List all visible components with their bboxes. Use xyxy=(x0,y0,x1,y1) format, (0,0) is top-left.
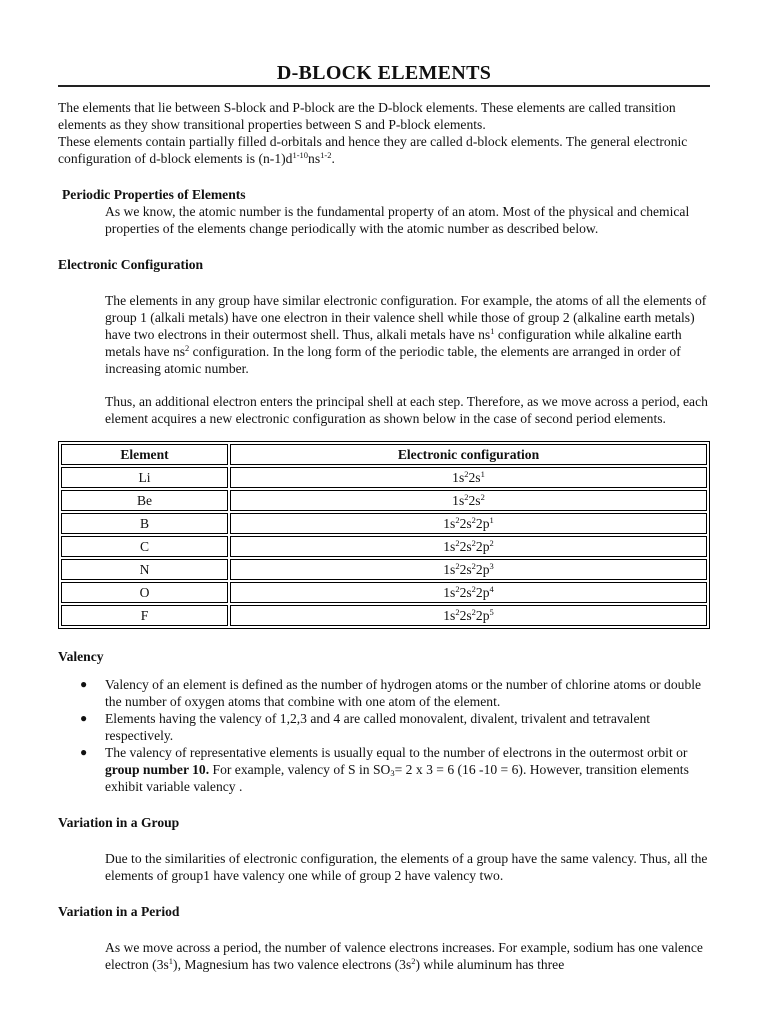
period-heading: Variation in a Period xyxy=(58,904,180,919)
valency-heading: Valency xyxy=(58,649,104,664)
bullet-icon: ● xyxy=(80,677,88,691)
period-paragraph: As we move across a period, the number of valence electrons increases. For example, sodium has one valence electron $(3s^1)$, Magnesium has two valence electrons $(3s^2)$ while aluminum has three xyxy=(105,940,703,972)
table-row xyxy=(61,513,707,534)
table-row xyxy=(61,559,707,580)
table-row xyxy=(61,536,707,557)
configuration-cell: $1s^22s^22p^5$ xyxy=(230,605,707,626)
periodic-paragraph: As we know, the atomic number is the fundamental property of an atom. Most of the physical and chemical properties of the elements change periodically with the atomic number as described below. xyxy=(105,204,690,236)
bullet-icon: ● xyxy=(80,711,88,725)
element-cell: N xyxy=(61,559,228,580)
column-header-configuration: Electronic configuration xyxy=(230,444,707,465)
table-header-row xyxy=(61,444,707,465)
intro-section xyxy=(58,99,710,167)
element-cell: O xyxy=(61,582,228,603)
table-row xyxy=(61,582,707,603)
configuration-cell: $1s^22s^22p^2$ xyxy=(230,536,707,557)
element-cell: C xyxy=(61,536,228,557)
intro-paragraph-2: These elements contain partially filled d-orbitals and hence they are called d-block elements. The general electronic configuration of d-block elements is $(n-1)d^{1-10}ns^{1-2}$. xyxy=(58,134,688,166)
electronic-configuration-table xyxy=(58,441,710,629)
element-cell: B xyxy=(61,513,228,534)
table-row xyxy=(61,605,707,626)
table-row xyxy=(61,467,707,488)
configuration-cell: $1s^22s^22p^1$ xyxy=(230,513,707,534)
configuration-cell: $1s^22s^1$ xyxy=(230,467,707,488)
group-paragraph: Due to the similarities of electronic configuration, the elements of a group have the same valency. Thus, all the elements of group1 have valency one while of group 2 have valency two. xyxy=(105,851,708,883)
electronic-paragraph-2: Thus, an additional electron enters the principal shell at each step. Therefore, as we move across a period, each element acquires a new electronic configuration as shown below in the case of second period elements. xyxy=(105,394,708,426)
list-item: ● Elements having the valency of 1,2,3 and 4 are called monovalent, divalent, trivalent and tetravalent respectively. xyxy=(80,711,651,743)
element-cell: F xyxy=(61,605,228,626)
configuration-cell: $1s^22s^2$ xyxy=(230,490,707,511)
list-item: ● The valency of representative elements is usually equal to the number of electrons in the outermost orbit or group number 10. For example, valency of S in $SO_3= 2$ x 3 = 6 (16 -10 = 6). However, transition elements exhibit variable valency . xyxy=(80,745,689,794)
configuration-cell: $1s^22s^22p^4$ xyxy=(230,582,707,603)
electronic-heading: Electronic Configuration xyxy=(58,257,204,272)
element-cell: Li xyxy=(61,467,228,488)
bullet-icon: ● xyxy=(80,745,88,759)
element-cell: Be xyxy=(61,490,228,511)
table-row xyxy=(61,490,707,511)
group-heading: Variation in a Group xyxy=(58,815,180,830)
column-header-element: Element xyxy=(61,444,228,465)
document-page xyxy=(58,0,710,973)
valency-list xyxy=(58,676,710,795)
configuration-cell: $1s^22s^22p^3$ xyxy=(230,559,707,580)
periodic-heading: Periodic Properties of Elements xyxy=(62,187,246,202)
page-title: D-BLOCK ELEMENTS xyxy=(58,0,710,87)
intro-paragraph-1: The elements that lie between S-block and P-block are the D-block elements. These elements are called transition elements as they show transitional properties between S and P-block elements. xyxy=(58,100,676,132)
electronic-paragraph-1: The elements in any group have similar electronic configuration. For example, the atoms of all the elements of group 1 (alkali metals) have one electron in their valence shell while those of group 2 (alkaline earth metals) have two electrons in their outermost shell. Thus, alkali metals have $ns^1$ configuration while alkaline earth metals have $ns^2$ configuration. In the long form of the periodic table, the elements are arranged in order of increasing atomic number. xyxy=(105,293,707,376)
list-item: ● Valency of an element is defined as the number of hydrogen atoms or the number of chlorine atoms or double the number of oxygen atoms that combine with one atom of the element. xyxy=(80,677,702,709)
